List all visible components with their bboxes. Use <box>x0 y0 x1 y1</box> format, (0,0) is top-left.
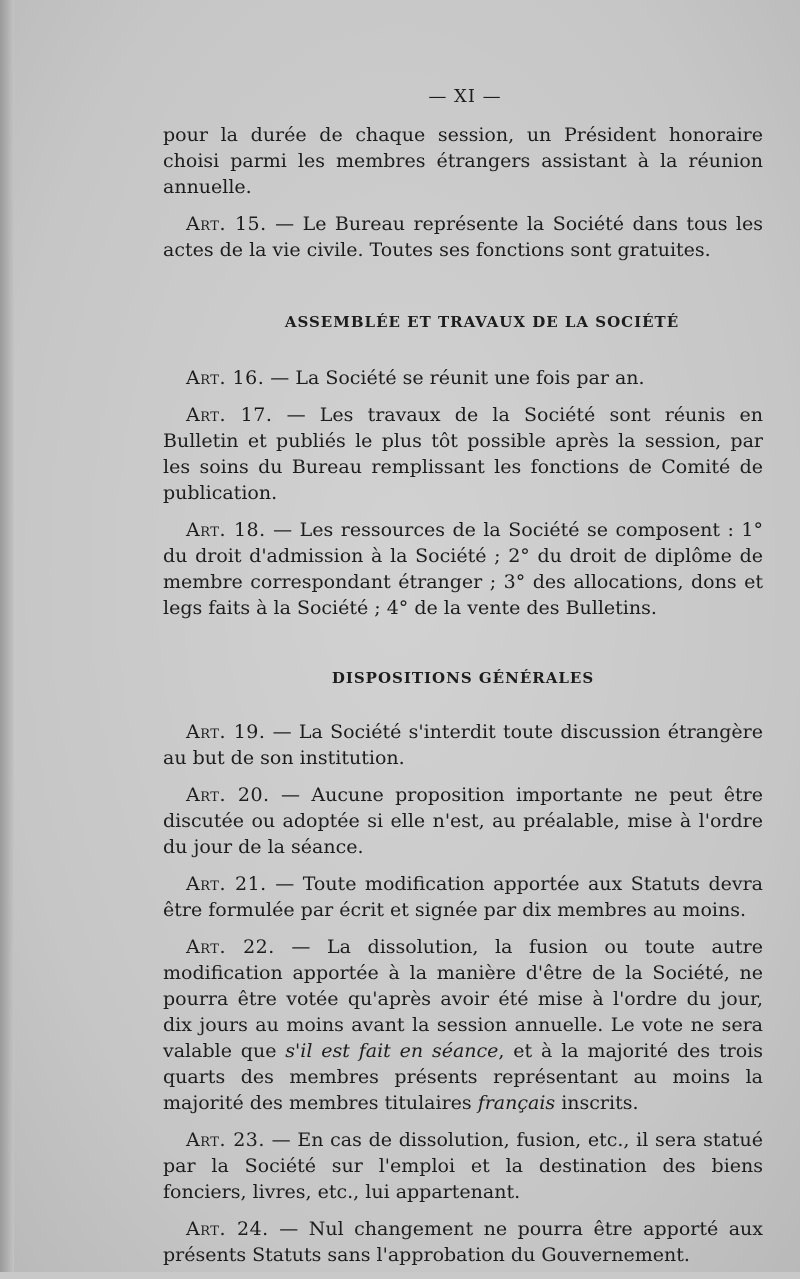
article-22 <box>163 934 763 1116</box>
article-18 <box>163 517 763 621</box>
article-text: — Les travaux de la Société sont réunis en Bulletin et publiés le plus tôt possible après la session, par les soins du Bureau remplissant les fonctions de Comité de publication. <box>163 404 764 504</box>
article-label: Art. 19. <box>186 721 266 743</box>
article-23 <box>163 1127 763 1205</box>
article-21 <box>163 871 763 923</box>
article-text: — La Société se réunit une fois par an. <box>264 367 645 389</box>
page-number: — XI — <box>428 86 502 107</box>
article-label: Art. 21. <box>186 873 267 895</box>
article-label: Art. 16. <box>186 367 265 389</box>
article-24 <box>163 1216 763 1268</box>
article-text: — En cas de dissolution, fusion, etc., il sera statué par la Société sur l'emploi et la destination des biens fonciers, livres, etc., lui appartenant. <box>163 1129 763 1203</box>
article-italic-text: s'il est fait en séance <box>285 1040 499 1062</box>
section-heading-assemblee: ASSEMBLÉE ET TRAVAUX DE LA SOCIÉTÉ <box>284 313 680 331</box>
article-20 <box>163 782 763 860</box>
article-text: inscrits. <box>555 1092 639 1114</box>
article-text: — Les ressources de la Société se composent : 1° du droit d'admission à la Société ; 2° du droit de diplôme de membre correspondant étranger ; 3° des allocations, dons et legs faits à la Société ; 4° de la vente des Bulletins. <box>163 519 764 619</box>
article-15 <box>163 211 763 263</box>
article-italic-text: français <box>477 1092 556 1114</box>
section-heading-dispositions: DISPOSITIONS GÉNÉRALES <box>331 669 595 687</box>
body-text <box>163 122 763 1279</box>
article-19 <box>163 719 763 771</box>
article-label: Art. 18. <box>186 519 266 541</box>
article-text: — La dissolution, la fusion ou toute autre modification apportée à la manière d'être de la Société, ne pourra être votée qu'après avoir été mise à l'ordre du jour, dix jours au moins avant la session annuelle. Le vote ne sera valable que <box>163 936 764 1062</box>
article-label: Art. 24. <box>186 1218 269 1240</box>
article-text: — Aucune proposition importante ne peut être discutée ou adoptée si elle n'est, au préalable, mise à l'ordre du jour de la séance. <box>163 784 764 858</box>
page-edge-shadow <box>0 0 14 1272</box>
article-label: Art. 22. <box>186 936 275 958</box>
article-text: — Toute modification apportée aux Statuts devra être formulée par écrit et signée par dix membres au moins. <box>163 873 763 921</box>
article-text: , et à la majorité des trois quarts des membres présents représentant au moins la majorité des membres titulaires <box>163 1040 763 1114</box>
article-label: Art. 20. <box>186 784 270 806</box>
article-label: Art. 17. <box>186 404 273 426</box>
article-16 <box>163 365 763 391</box>
article-text: — Le Bureau représente la Société dans tous les actes de la vie civile. Toutes ses fonctions sont gratuites. <box>163 213 764 261</box>
article-label: Art. 23. <box>186 1129 265 1151</box>
continuation-paragraph: pour la durée de chaque session, un Président honoraire choisi parmi les membres étrangers assistant à la réunion annuelle. <box>163 124 763 198</box>
article-text: — Nul changement ne pourra être apporté aux présents Statuts sans l'approbation du Gouvernement. <box>163 1218 764 1266</box>
article-label: Art. 15. <box>186 213 267 235</box>
article-text: — La Société s'interdit toute discussion étrangère au but de son institution. <box>163 721 764 769</box>
article-17 <box>163 402 763 506</box>
